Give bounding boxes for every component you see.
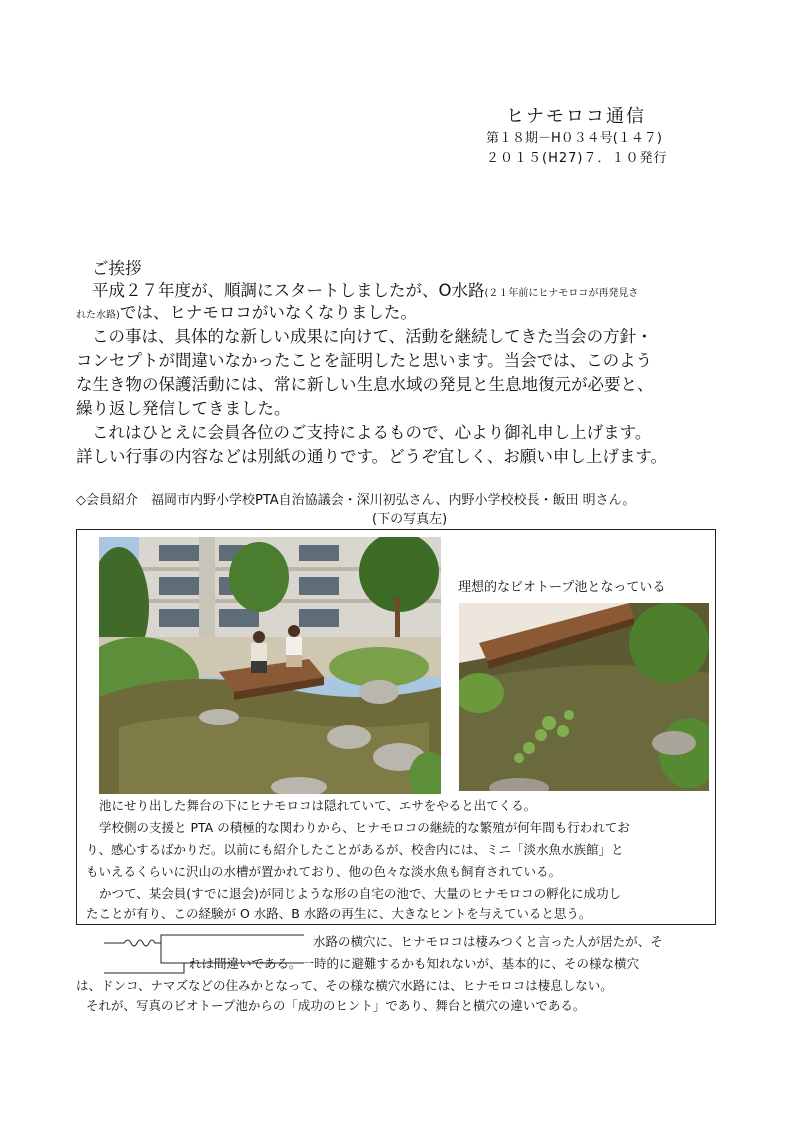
bottom-line-3: は、ドンコ、ナマズなどの住みかとなって、その様な横穴水路には、ヒナモロコは棲息しない。 xyxy=(76,978,613,993)
issue-number: 第１８期－H０３４号(１４７) xyxy=(486,131,662,146)
greeting-line-5: な生き物の保護活動には、常に新しい生息水域の発見と生息地復元が必要と、 xyxy=(76,375,654,394)
photo-box-line-5: かつて、某会員(すでに退会)が同じような形の自宅の池で、大量のヒナモロコの孵化に成功し xyxy=(99,886,622,901)
member-intro: ◇会員紹介 福岡市内野小学校PTA自治協議会・深川初弘さん、内野小学校校長・飯田 明さん。 xyxy=(76,493,636,508)
bottom-line-1: 水路の横穴に、ヒナモロコは棲みつくと言った人が居たが、そ xyxy=(313,934,663,949)
photo-box-line-6: たことが有り、この経験が O 水路、B 水路の再生に、大きなヒントを与えていると思う。 xyxy=(86,906,592,921)
greeting-line-4: コンセプトが間違いなかったことを証明したと思います。当会では、このよう xyxy=(76,351,653,370)
greeting-heading: ご挨拶 xyxy=(92,259,142,278)
photo-box-line-1: 池にせり出した舞台の下にヒナモロコは隠れていて、エサをやると出てくる。 xyxy=(99,798,537,813)
greeting-line-3: この事は、具体的な新しい成果に向けて、活動を継続してきた当会の方針・ xyxy=(92,327,653,346)
issue-date: ２０１５(H27)７．１０発行 xyxy=(486,151,668,166)
school-biotope-photo xyxy=(99,537,441,794)
greeting-line-7: これはひとえに会員各位のご支持によるもので、心より御礼申し上げます。 xyxy=(92,423,652,442)
greeting-line-6: 繰り返し発信してきました。 xyxy=(76,399,291,418)
member-intro-note: (下の写真左) xyxy=(372,512,448,527)
pond-closeup-photo xyxy=(459,603,709,791)
greeting-line-8: 詳しい行事の内容などは別紙の通りです。どうぞ宜しく、お願い申し上げます。 xyxy=(76,447,668,466)
right-photo-caption: 理想的なビオトープ池となっている xyxy=(458,580,666,595)
photo-box-line-4: もいえるくらいに沢山の水槽が置かれており、他の色々な淡水魚も飼育されている。 xyxy=(86,864,562,879)
newsletter-title: ヒナモロコ通信 xyxy=(506,106,646,127)
greeting-line-2-text: では、ヒナモロコがいなくなりました。 xyxy=(119,303,417,322)
greeting-note-2: れた水路) xyxy=(76,310,120,321)
greeting-line-2 xyxy=(76,302,417,327)
bottom-line-2: れは間違いである。一時的に避難するかも知れないが、基本的に、その様な横穴 xyxy=(189,956,640,971)
bottom-line-4: それが、写真のビオトープ池からの「成功のヒント」であり、舞台と横穴の違いである。 xyxy=(86,998,586,1013)
greeting-line-1-text: 平成２７年度が、順調にスタートしましたが、O水路 xyxy=(92,281,485,300)
photo-box-line-2: 学校側の支援と PTA の積極的な関わりから、ヒナモロコの継続的な繁殖が何年間も行われてお xyxy=(99,820,630,835)
photo-box-line-3: り、感心するばかりだ。以前にも紹介したことがあるが、校舎内には、ミニ「淡水魚水族館」と xyxy=(86,842,624,857)
greeting-note-1: (２１年前にヒナモロコが再発見さ xyxy=(484,288,639,299)
